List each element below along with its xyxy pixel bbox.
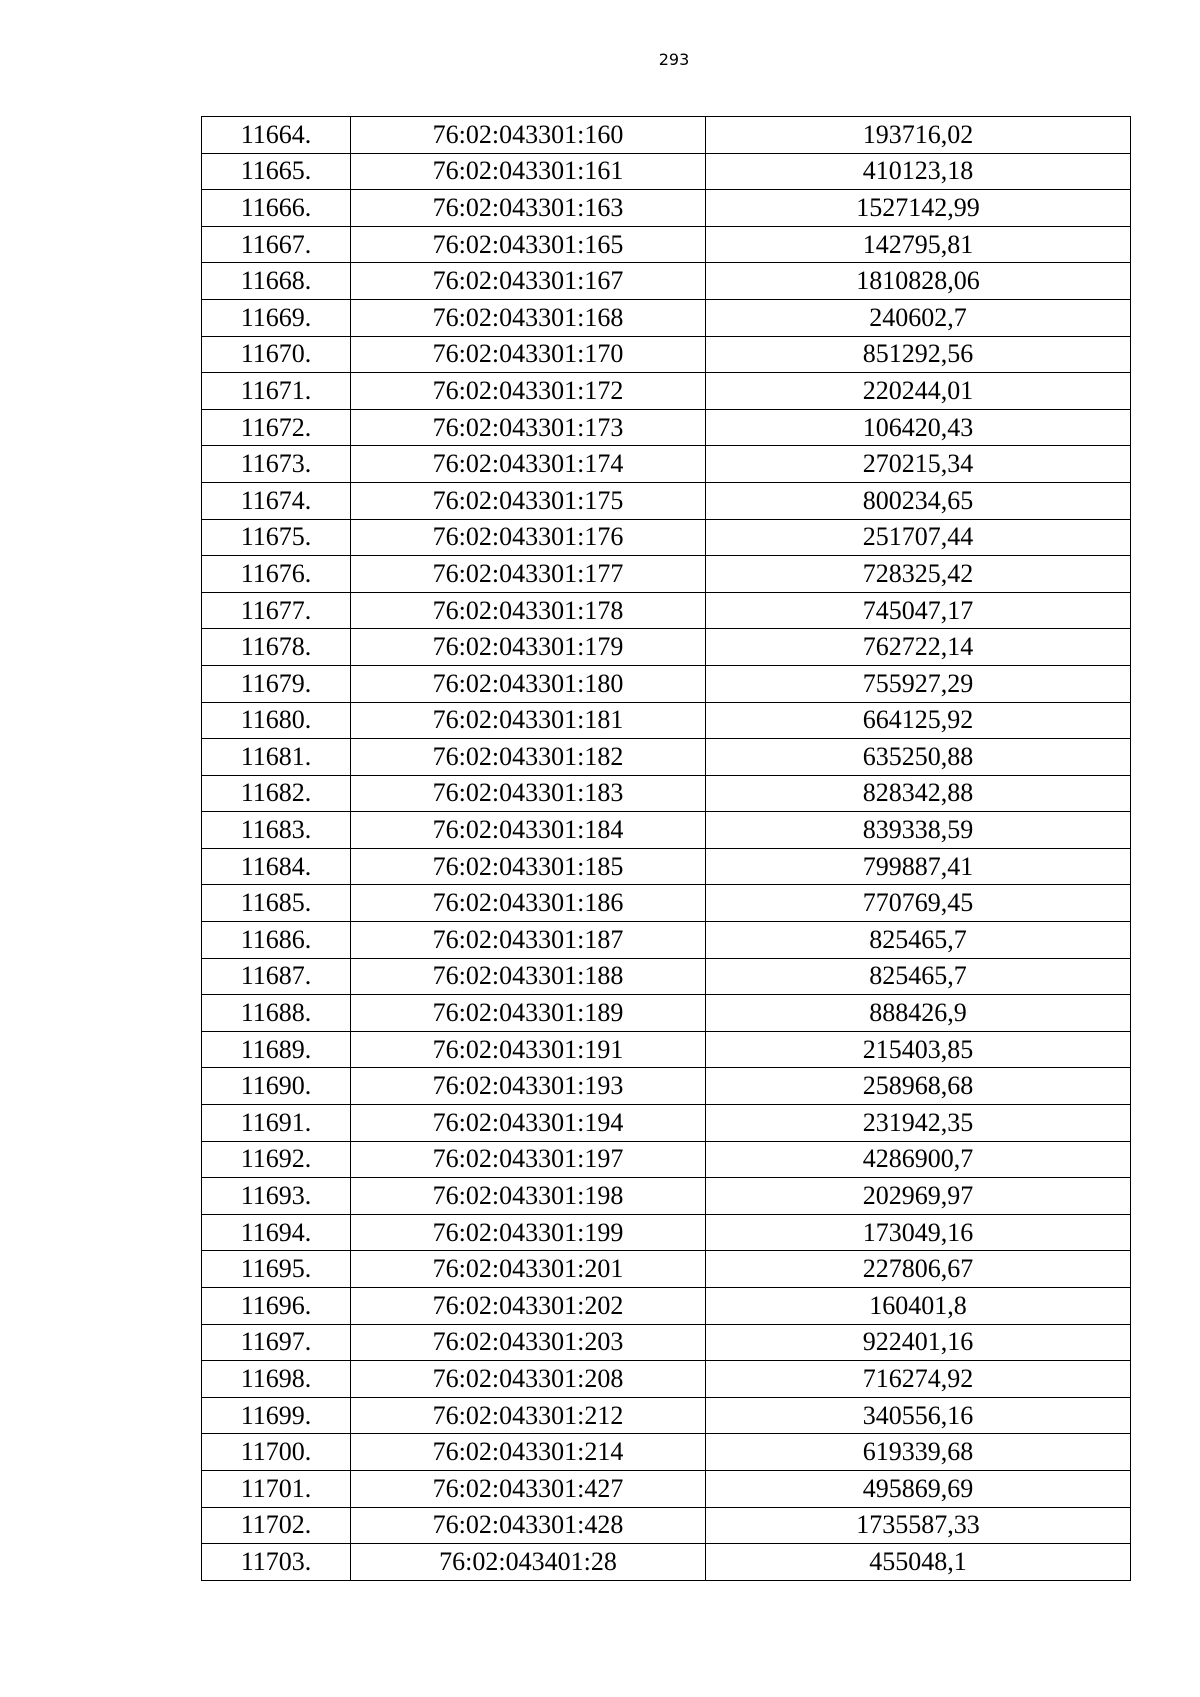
row-number-cell: 11700. bbox=[202, 1434, 351, 1471]
table-row bbox=[202, 1288, 1131, 1325]
registry-table bbox=[201, 116, 1131, 1581]
table-row bbox=[202, 1141, 1131, 1178]
table-row bbox=[202, 1397, 1131, 1434]
value-cell: 825465,7 bbox=[706, 922, 1131, 959]
cadastral-number-cell: 76:02:043301:175 bbox=[351, 482, 706, 519]
row-number-cell: 11669. bbox=[202, 299, 351, 336]
table-row bbox=[202, 336, 1131, 373]
cadastral-number-cell: 76:02:043301:428 bbox=[351, 1507, 706, 1544]
value-cell: 340556,16 bbox=[706, 1397, 1131, 1434]
row-number-cell: 11692. bbox=[202, 1141, 351, 1178]
cadastral-number-cell: 76:02:043301:170 bbox=[351, 336, 706, 373]
cadastral-number-cell: 76:02:043301:182 bbox=[351, 739, 706, 776]
cadastral-number-cell: 76:02:043401:28 bbox=[351, 1544, 706, 1581]
value-cell: 220244,01 bbox=[706, 373, 1131, 410]
value-cell: 227806,67 bbox=[706, 1251, 1131, 1288]
cadastral-number-cell: 76:02:043301:181 bbox=[351, 702, 706, 739]
value-cell: 240602,7 bbox=[706, 299, 1131, 336]
table-row bbox=[202, 556, 1131, 593]
table-row bbox=[202, 629, 1131, 666]
cadastral-number-cell: 76:02:043301:172 bbox=[351, 373, 706, 410]
value-cell: 4286900,7 bbox=[706, 1141, 1131, 1178]
cadastral-number-cell: 76:02:043301:208 bbox=[351, 1361, 706, 1398]
row-number-cell: 11690. bbox=[202, 1068, 351, 1105]
cadastral-number-cell: 76:02:043301:194 bbox=[351, 1105, 706, 1142]
row-number-cell: 11676. bbox=[202, 556, 351, 593]
cadastral-number-cell: 76:02:043301:183 bbox=[351, 775, 706, 812]
cadastral-number-cell: 76:02:043301:197 bbox=[351, 1141, 706, 1178]
table-row bbox=[202, 226, 1131, 263]
cadastral-number-cell: 76:02:043301:189 bbox=[351, 995, 706, 1032]
cadastral-number-cell: 76:02:043301:165 bbox=[351, 226, 706, 263]
row-number-cell: 11677. bbox=[202, 592, 351, 629]
row-number-cell: 11701. bbox=[202, 1470, 351, 1507]
value-cell: 270215,34 bbox=[706, 446, 1131, 483]
table-row bbox=[202, 1214, 1131, 1251]
cadastral-number-cell: 76:02:043301:160 bbox=[351, 117, 706, 154]
value-cell: 716274,92 bbox=[706, 1361, 1131, 1398]
row-number-cell: 11693. bbox=[202, 1178, 351, 1215]
table-row bbox=[202, 995, 1131, 1032]
cadastral-number-cell: 76:02:043301:427 bbox=[351, 1470, 706, 1507]
row-number-cell: 11696. bbox=[202, 1288, 351, 1325]
row-number-cell: 11672. bbox=[202, 409, 351, 446]
table-row bbox=[202, 1507, 1131, 1544]
cadastral-number-cell: 76:02:043301:199 bbox=[351, 1214, 706, 1251]
cadastral-number-cell: 76:02:043301:184 bbox=[351, 812, 706, 849]
value-cell: 173049,16 bbox=[706, 1214, 1131, 1251]
row-number-cell: 11688. bbox=[202, 995, 351, 1032]
row-number-cell: 11694. bbox=[202, 1214, 351, 1251]
row-number-cell: 11678. bbox=[202, 629, 351, 666]
cadastral-number-cell: 76:02:043301:168 bbox=[351, 299, 706, 336]
value-cell: 745047,17 bbox=[706, 592, 1131, 629]
row-number-cell: 11683. bbox=[202, 812, 351, 849]
cadastral-number-cell: 76:02:043301:173 bbox=[351, 409, 706, 446]
row-number-cell: 11695. bbox=[202, 1251, 351, 1288]
cadastral-number-cell: 76:02:043301:179 bbox=[351, 629, 706, 666]
cadastral-number-cell: 76:02:043301:212 bbox=[351, 1397, 706, 1434]
row-number-cell: 11687. bbox=[202, 958, 351, 995]
row-number-cell: 11673. bbox=[202, 446, 351, 483]
table-row bbox=[202, 1470, 1131, 1507]
value-cell: 664125,92 bbox=[706, 702, 1131, 739]
table-row bbox=[202, 922, 1131, 959]
value-cell: 1810828,06 bbox=[706, 263, 1131, 300]
table-row bbox=[202, 519, 1131, 556]
value-cell: 215403,85 bbox=[706, 1031, 1131, 1068]
value-cell: 619339,68 bbox=[706, 1434, 1131, 1471]
table-row bbox=[202, 299, 1131, 336]
cadastral-number-cell: 76:02:043301:186 bbox=[351, 885, 706, 922]
value-cell: 888426,9 bbox=[706, 995, 1131, 1032]
table-row bbox=[202, 702, 1131, 739]
cadastral-number-cell: 76:02:043301:180 bbox=[351, 665, 706, 702]
row-number-cell: 11689. bbox=[202, 1031, 351, 1068]
table-row bbox=[202, 263, 1131, 300]
value-cell: 839338,59 bbox=[706, 812, 1131, 849]
table-row bbox=[202, 153, 1131, 190]
value-cell: 160401,8 bbox=[706, 1288, 1131, 1325]
value-cell: 800234,65 bbox=[706, 482, 1131, 519]
cadastral-number-cell: 76:02:043301:176 bbox=[351, 519, 706, 556]
cadastral-number-cell: 76:02:043301:177 bbox=[351, 556, 706, 593]
value-cell: 410123,18 bbox=[706, 153, 1131, 190]
row-number-cell: 11681. bbox=[202, 739, 351, 776]
value-cell: 251707,44 bbox=[706, 519, 1131, 556]
row-number-cell: 11670. bbox=[202, 336, 351, 373]
table-row bbox=[202, 1105, 1131, 1142]
row-number-cell: 11680. bbox=[202, 702, 351, 739]
cadastral-number-cell: 76:02:043301:198 bbox=[351, 1178, 706, 1215]
value-cell: 762722,14 bbox=[706, 629, 1131, 666]
table-row bbox=[202, 1068, 1131, 1105]
value-cell: 728325,42 bbox=[706, 556, 1131, 593]
row-number-cell: 11686. bbox=[202, 922, 351, 959]
table-row bbox=[202, 665, 1131, 702]
value-cell: 193716,02 bbox=[706, 117, 1131, 154]
row-number-cell: 11664. bbox=[202, 117, 351, 154]
table-row bbox=[202, 1178, 1131, 1215]
table-row bbox=[202, 1434, 1131, 1471]
table-row bbox=[202, 592, 1131, 629]
table-row bbox=[202, 1251, 1131, 1288]
table-row bbox=[202, 812, 1131, 849]
table-row bbox=[202, 446, 1131, 483]
cadastral-number-cell: 76:02:043301:185 bbox=[351, 848, 706, 885]
value-cell: 231942,35 bbox=[706, 1105, 1131, 1142]
value-cell: 1735587,33 bbox=[706, 1507, 1131, 1544]
cadastral-number-cell: 76:02:043301:188 bbox=[351, 958, 706, 995]
row-number-cell: 11699. bbox=[202, 1397, 351, 1434]
value-cell: 828342,88 bbox=[706, 775, 1131, 812]
row-number-cell: 11685. bbox=[202, 885, 351, 922]
row-number-cell: 11682. bbox=[202, 775, 351, 812]
cadastral-number-cell: 76:02:043301:193 bbox=[351, 1068, 706, 1105]
table-row bbox=[202, 373, 1131, 410]
table-row bbox=[202, 739, 1131, 776]
row-number-cell: 11665. bbox=[202, 153, 351, 190]
value-cell: 825465,7 bbox=[706, 958, 1131, 995]
registry-table-body bbox=[202, 117, 1131, 1581]
row-number-cell: 11671. bbox=[202, 373, 351, 410]
cadastral-number-cell: 76:02:043301:214 bbox=[351, 1434, 706, 1471]
cadastral-number-cell: 76:02:043301:203 bbox=[351, 1324, 706, 1361]
table-row bbox=[202, 775, 1131, 812]
value-cell: 495869,69 bbox=[706, 1470, 1131, 1507]
page-number: 293 bbox=[658, 50, 690, 69]
row-number-cell: 11679. bbox=[202, 665, 351, 702]
table-row bbox=[202, 482, 1131, 519]
value-cell: 635250,88 bbox=[706, 739, 1131, 776]
value-cell: 202969,97 bbox=[706, 1178, 1131, 1215]
value-cell: 799887,41 bbox=[706, 848, 1131, 885]
value-cell: 258968,68 bbox=[706, 1068, 1131, 1105]
row-number-cell: 11684. bbox=[202, 848, 351, 885]
row-number-cell: 11703. bbox=[202, 1544, 351, 1581]
row-number-cell: 11697. bbox=[202, 1324, 351, 1361]
table-row bbox=[202, 1361, 1131, 1398]
row-number-cell: 11702. bbox=[202, 1507, 351, 1544]
cadastral-number-cell: 76:02:043301:187 bbox=[351, 922, 706, 959]
value-cell: 1527142,99 bbox=[706, 190, 1131, 227]
table-row bbox=[202, 1031, 1131, 1068]
row-number-cell: 11666. bbox=[202, 190, 351, 227]
cadastral-number-cell: 76:02:043301:202 bbox=[351, 1288, 706, 1325]
cadastral-number-cell: 76:02:043301:191 bbox=[351, 1031, 706, 1068]
value-cell: 455048,1 bbox=[706, 1544, 1131, 1581]
table-row bbox=[202, 885, 1131, 922]
cadastral-number-cell: 76:02:043301:167 bbox=[351, 263, 706, 300]
table-row bbox=[202, 190, 1131, 227]
table-row bbox=[202, 848, 1131, 885]
table-row bbox=[202, 117, 1131, 154]
cadastral-number-cell: 76:02:043301:178 bbox=[351, 592, 706, 629]
row-number-cell: 11698. bbox=[202, 1361, 351, 1398]
value-cell: 922401,16 bbox=[706, 1324, 1131, 1361]
row-number-cell: 11668. bbox=[202, 263, 351, 300]
value-cell: 106420,43 bbox=[706, 409, 1131, 446]
row-number-cell: 11675. bbox=[202, 519, 351, 556]
row-number-cell: 11674. bbox=[202, 482, 351, 519]
row-number-cell: 11667. bbox=[202, 226, 351, 263]
value-cell: 851292,56 bbox=[706, 336, 1131, 373]
cadastral-number-cell: 76:02:043301:174 bbox=[351, 446, 706, 483]
cadastral-number-cell: 76:02:043301:161 bbox=[351, 153, 706, 190]
table-row bbox=[202, 1324, 1131, 1361]
table-row bbox=[202, 1544, 1131, 1581]
row-number-cell: 11691. bbox=[202, 1105, 351, 1142]
table-row bbox=[202, 409, 1131, 446]
value-cell: 770769,45 bbox=[706, 885, 1131, 922]
cadastral-number-cell: 76:02:043301:163 bbox=[351, 190, 706, 227]
value-cell: 755927,29 bbox=[706, 665, 1131, 702]
table-row bbox=[202, 958, 1131, 995]
value-cell: 142795,81 bbox=[706, 226, 1131, 263]
cadastral-number-cell: 76:02:043301:201 bbox=[351, 1251, 706, 1288]
